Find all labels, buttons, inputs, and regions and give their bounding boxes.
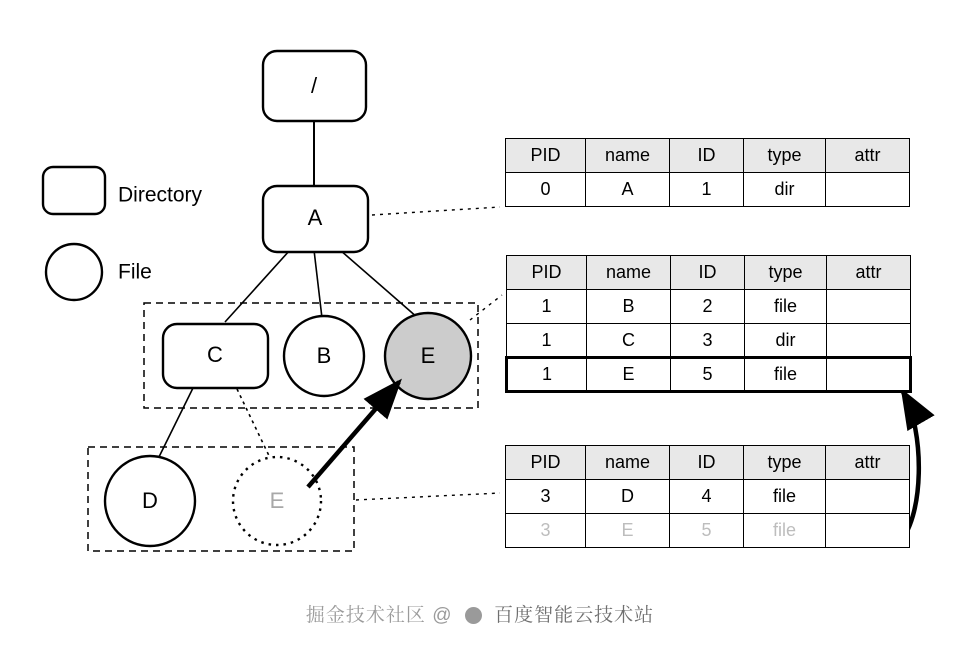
watermark-left-text: 掘金技术社区 @ [305, 605, 453, 626]
table-a-col-attr: attr [826, 139, 910, 173]
node-a-label: A [307, 204, 323, 230]
cell-attr [826, 480, 910, 514]
cell-name: C [587, 324, 671, 358]
cell-pid: 0 [506, 173, 586, 207]
table-c-col-id: ID [670, 446, 744, 480]
cell-pid: 3 [506, 514, 586, 548]
cell-type: file [744, 514, 826, 548]
cell-attr [827, 358, 911, 392]
cell-id: 1 [670, 173, 744, 207]
cell-type: dir [744, 173, 826, 207]
edge-a-b [314, 250, 322, 318]
table-row[interactable] [506, 173, 910, 207]
table-row-highlighted[interactable] [507, 358, 911, 392]
node-c-label: C [207, 341, 223, 367]
legend-directory-icon [43, 167, 105, 214]
watermark-right-text: 百度智能云技术站 [494, 605, 655, 626]
cell-type: dir [745, 324, 827, 358]
watermark [0, 600, 960, 627]
cell-type: file [745, 290, 827, 324]
node-e-ghost-label: E [269, 487, 285, 513]
cell-attr [826, 514, 910, 548]
connector-a-to-table [372, 207, 500, 215]
cell-id: 3 [671, 324, 745, 358]
cell-id: 2 [671, 290, 745, 324]
cell-id: 4 [670, 480, 744, 514]
cell-type: file [744, 480, 826, 514]
cell-name: E [586, 514, 670, 548]
cell-pid: 1 [507, 324, 587, 358]
cell-name: E [587, 358, 671, 392]
table-row-deleted[interactable] [506, 514, 910, 548]
table-c-col-name: name [586, 446, 670, 480]
table-row[interactable] [507, 290, 911, 324]
edge-a-e [340, 250, 418, 318]
cell-id: 5 [671, 358, 745, 392]
table-b-col-name: name [587, 256, 671, 290]
edge-a-c [225, 250, 290, 322]
table-b-header-row [507, 256, 911, 290]
table-b-col-attr: attr [827, 256, 911, 290]
table-b-col-type: type [745, 256, 827, 290]
connector-e-to-table [470, 295, 502, 320]
cell-name: B [587, 290, 671, 324]
node-d-label: D [142, 487, 158, 513]
table-c [505, 445, 910, 548]
legend-file-icon [46, 244, 102, 300]
table-a [505, 138, 910, 207]
legend-file-label: File [118, 260, 152, 284]
cell-attr [826, 173, 910, 207]
cell-pid: 3 [506, 480, 586, 514]
cell-attr [827, 324, 911, 358]
table-c-col-attr: attr [826, 446, 910, 480]
node-root-label: / [310, 72, 318, 98]
cell-pid: 1 [507, 358, 587, 392]
table-b-col-pid: PID [507, 256, 587, 290]
table-a-col-id: ID [670, 139, 744, 173]
cell-name: A [586, 173, 670, 207]
legend-directory-label: Directory [118, 183, 203, 207]
node-e-label: E [420, 342, 436, 368]
edge-c-eghost [237, 389, 272, 462]
table-c-col-type: type [744, 446, 826, 480]
table-c-header-row [506, 446, 910, 480]
table-row[interactable] [507, 324, 911, 358]
table-a-col-pid: PID [506, 139, 586, 173]
table-row[interactable] [506, 480, 910, 514]
table-c-col-pid: PID [506, 446, 586, 480]
edge-c-d [155, 388, 193, 465]
connector-eghost-to-table [356, 493, 500, 500]
table-b-col-id: ID [671, 256, 745, 290]
table-a-col-type: type [744, 139, 826, 173]
cell-pid: 1 [507, 290, 587, 324]
cell-attr [827, 290, 911, 324]
cell-id: 5 [670, 514, 744, 548]
table-a-col-name: name [586, 139, 670, 173]
cell-name: D [586, 480, 670, 514]
table-a-header-row [506, 139, 910, 173]
table-b [505, 255, 912, 393]
watermark-logo-icon [465, 607, 482, 624]
node-b-label: B [316, 342, 332, 368]
cell-type: file [745, 358, 827, 392]
